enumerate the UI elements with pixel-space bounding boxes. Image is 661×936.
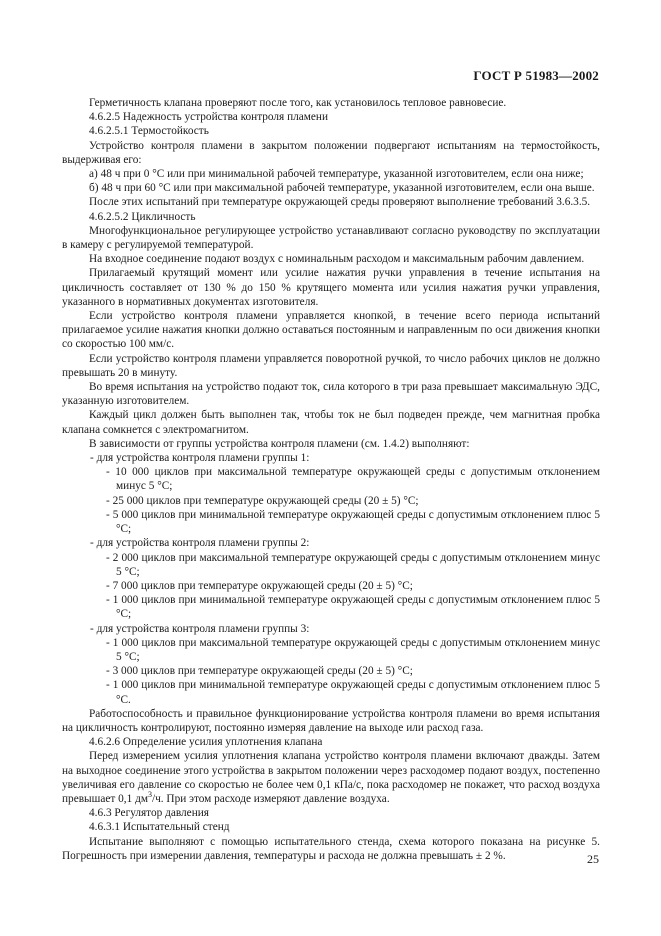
paragraph: Испытание выполняют с помощью испытательного стенда, схема которого показана на рисунке 5. Погрешность при измерении давления, температуры и расхода не должна превышать ± 2 %. (62, 835, 600, 862)
list-item: - 2 000 циклов при максимальной температуре окружающей среды с допустимым отклонением минус 5 °С; (106, 551, 600, 578)
list-item: б) 48 ч при 60 °С или при максимальной рабочей температуре, указанной изготовителем, если она выше. (89, 182, 595, 195)
page-number: 25 (587, 852, 599, 866)
paragraph: Если устройство контроля пламени управляется поворотной ручкой, то число рабочих циклов не должно превышать 20 в минуту. (62, 352, 600, 379)
paragraph: Каждый цикл должен быть выполнен так, чтобы ток не был подведен прежде, чем магнитная пробка клапана сомкнется с электромагнитом. (62, 409, 600, 436)
section-heading: 4.6.3.1 Испытательный стенд (89, 821, 230, 834)
list-item: - 5 000 циклов при минимальной температуре окружающей среды с допустимым отклонением плюс 5 °С; (106, 508, 600, 536)
list-item: - 25 000 циклов при температуре окружающей среды (20 ± 5) °С; (106, 494, 419, 507)
paragraph: Прилагаемый крутящий момент или усилие нажатия ручки управления в течение испытания на цикличность составляет от 130 % до 150 % крутящего момента или усилия нажатия ручки управления, указанного в нормативных документах изготовителя. (62, 267, 600, 308)
paragraph-text-tail: /ч. При этом расходе измеряют давление воздуха. (151, 792, 390, 805)
paragraph: Устройство контроля пламени в закрытом положении подвергают испытаниям на термостойкость, выдерживая его: (62, 139, 600, 166)
list-item: - 7 000 циклов при температуре окружающей среды (20 ± 5) °С; (106, 579, 413, 592)
list-item: - для устройства контроля пламени группы 2: (90, 537, 310, 550)
section-heading: 4.6.2.5 Надежность устройства контроля пламени (89, 111, 329, 124)
paragraph: В зависимости от группы устройства контроля пламени (см. 1.4.2) выполняют: (89, 437, 470, 450)
paragraph: На входное соединение подают воздух с номинальным расходом и максимальным рабочим давлением. (89, 253, 585, 266)
paragraph: Многофункциональное регулирующее устройство устанавливают согласно руководству по эксплуатации в камеру с регулируемой температурой. (62, 224, 600, 252)
paragraph-text: Перед измерением усилия уплотнения клапана устройство контроля пламени включают дважды. Затем на выходное соединение этого устройства в закрытом положении через расходомер подают воздух, постепенно увеличивая его давление со скоростью не более чем 0,1 кПа/с, пока расходомер не покажет, что расход воздуха превышает 0,1 дм (62, 750, 600, 805)
list-item: а) 48 ч при 0 °С или при минимальной рабочей температуре, указанной изготовителем, если она ниже; (89, 168, 584, 181)
section-heading: 4.6.3 Регулятор давления (89, 807, 209, 820)
list-item: - для устройства контроля пламени группы 3: (90, 622, 310, 635)
paragraph: Если устройство контроля пламени управляется кнопкой, в течение всего периода испытаний прилагаемое усилие нажатия кнопки должно оставаться постоянным и направленным по оси движения кнопки со скоростью 100 мм/с. (62, 310, 600, 351)
list-item: - 1 000 циклов при минимальной температуре окружающей среды с допустимым отклонением плюс 5 °С. (106, 679, 600, 706)
section-heading: 4.6.2.5.2 Цикличность (89, 210, 196, 223)
section-heading: 4.6.2.6 Определение усилия уплотнения клапана (89, 736, 323, 749)
paragraph: После этих испытаний при температуре окружающей среды проверяют выполнение требований 3.6.3.5. (89, 196, 591, 209)
list-item: - 1 000 циклов при минимальной температуре окружающей среды с допустимым отклонением плюс 5 °С; (106, 594, 600, 621)
list-item: - 3 000 циклов при температуре окружающей среды (20 ± 5) °С; (106, 665, 413, 678)
paragraph (62, 749, 600, 806)
list-item: - 1 000 циклов при максимальной температуре окружающей среды с допустимым отклонением минус 5 °С; (106, 636, 600, 663)
list-item: - для устройства контроля пламени группы 1: (90, 452, 310, 465)
unit-superscript: 3 (147, 790, 152, 800)
standard-header: ГОСТ Р 51983—2002 (473, 68, 599, 83)
paragraph: Во время испытания на устройство подают ток, сила которого в три раза превышает максимальную ЭДС, указанную изготовителем. (62, 381, 600, 408)
paragraph: Работоспособность и правильное функционирование устройства контроля пламени во время испытания на цикличность контролируют, постоянно измеряя давление на выходе или расход газа. (62, 707, 600, 734)
paragraph: Герметичность клапана проверяют после того, как установилось тепловое равновесие. (89, 97, 507, 109)
section-heading: 4.6.2.5.1 Термостойкость (89, 125, 209, 138)
document-body (62, 96, 600, 863)
list-item: - 10 000 циклов при максимальной температуре окружающей среды с допустимым отклонением минус 5 °С; (106, 466, 600, 493)
